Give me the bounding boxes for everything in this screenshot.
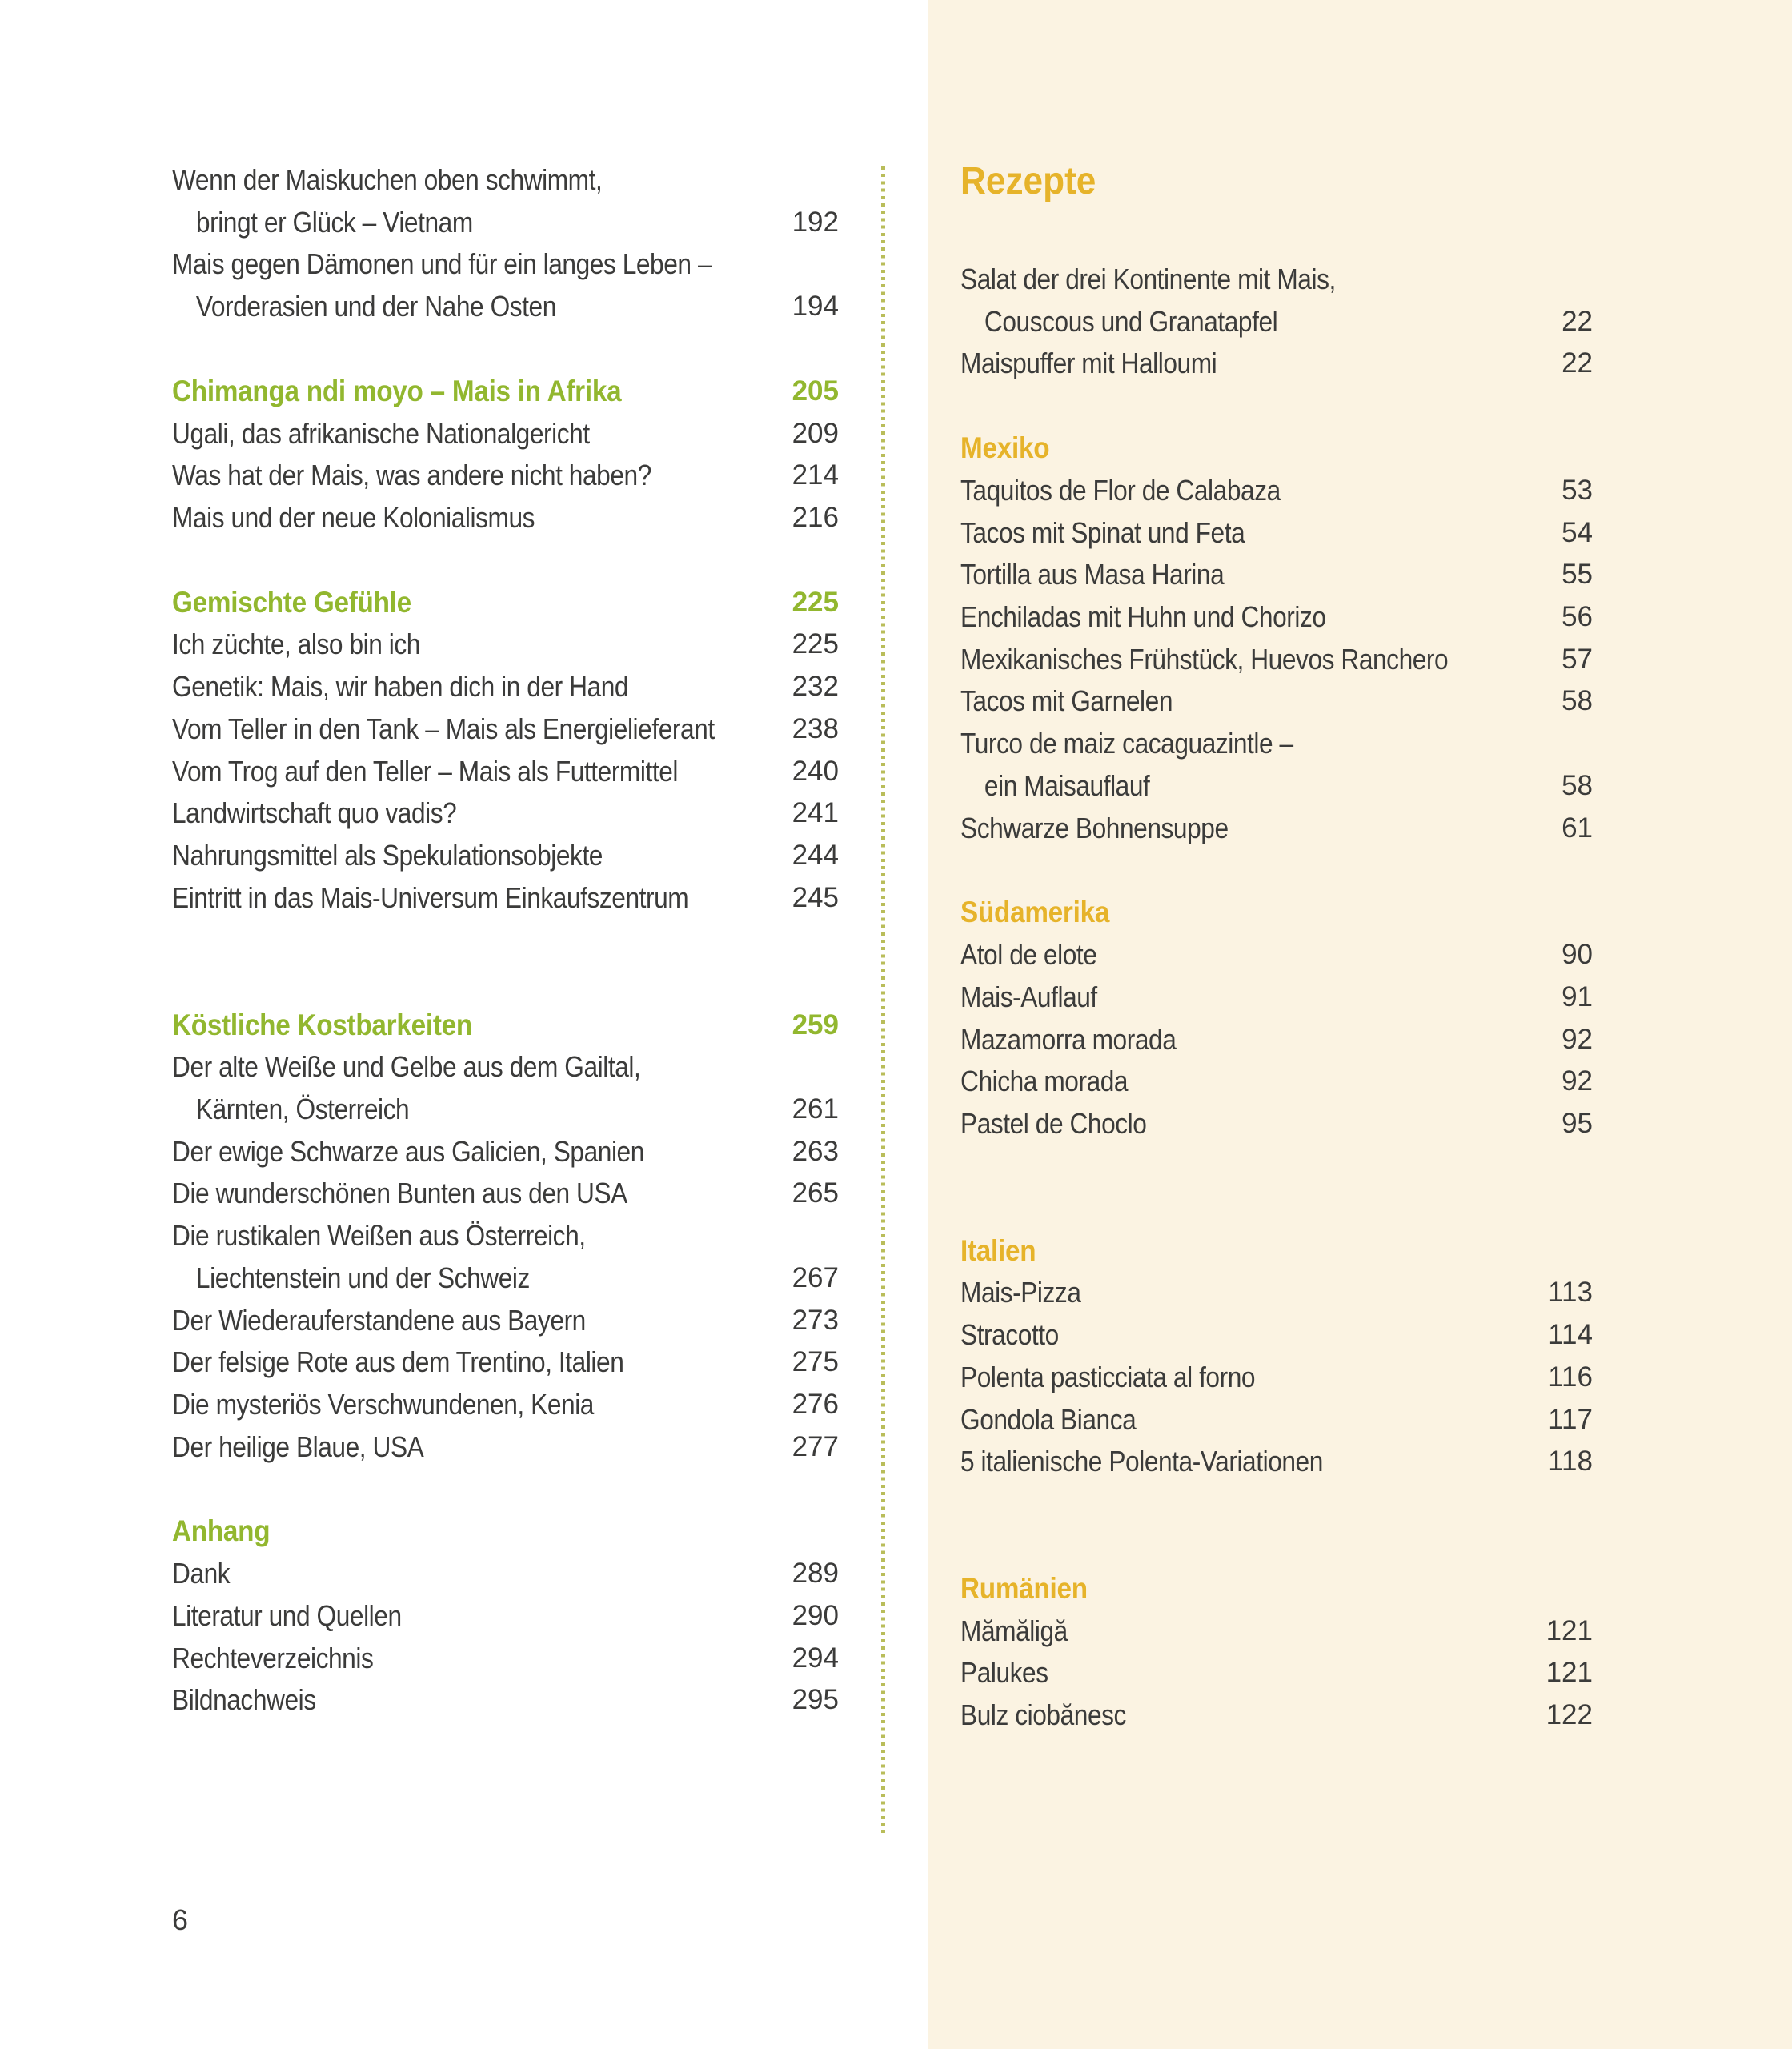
toc-row: [172, 835, 839, 877]
toc-section: [172, 159, 839, 328]
toc-heading-text: Köstliche Kostbarkeiten: [172, 1008, 472, 1041]
toc-entry-title: Mazamorra morada: [960, 1022, 1177, 1056]
toc-row: [172, 666, 839, 708]
toc-entry-title: Tacos mit Garnelen: [960, 684, 1173, 718]
toc-entry-title: Liechtenstein und der Schweiz: [195, 1261, 530, 1294]
toc-page-number: 275: [792, 1346, 839, 1378]
folio-page-number: 6: [172, 1903, 189, 1936]
toc-entry-title: Salat der drei Kontinente mit Mais,: [960, 263, 1336, 295]
toc-row: [172, 455, 839, 497]
toc-page-number: 58: [1561, 685, 1593, 717]
toc-row: [960, 1061, 1593, 1103]
toc-entry-title: 5 italienische Polenta-Variationen: [960, 1445, 1323, 1478]
toc-page-number: 209: [792, 417, 839, 449]
toc-page-number: 277: [792, 1430, 839, 1462]
toc-section-heading: [960, 1568, 1593, 1610]
toc-row: [172, 159, 839, 202]
toc-row: [960, 1357, 1593, 1399]
toc-page-number: 244: [792, 840, 839, 872]
toc-page-number: 58: [1561, 769, 1593, 801]
toc-entry-title: Enchiladas mit Huhn und Chorizo: [960, 600, 1326, 634]
toc-section: [960, 259, 1593, 385]
toc-entry-title: Tortilla aus Masa Harina: [960, 558, 1225, 591]
toc-page-number: 118: [1548, 1446, 1593, 1478]
toc-entry-title: Wenn der Maiskuchen oben schwimmt,: [172, 163, 603, 196]
toc-page-number: 259: [792, 1008, 839, 1041]
toc-row: [960, 512, 1593, 555]
toc-heading-text: Italien: [960, 1233, 1036, 1267]
toc-page-number: 61: [1561, 812, 1593, 844]
toc-entry-title: Literatur und Quellen: [172, 1598, 402, 1632]
contents-column: [172, 159, 839, 1722]
toc-page-number: 121: [1545, 1614, 1593, 1646]
toc-row: [960, 470, 1593, 512]
toc-page-number: 117: [1548, 1403, 1593, 1435]
toc-page-number: 91: [1561, 980, 1593, 1012]
toc-row: [172, 1553, 839, 1595]
toc-page-number: 192: [792, 206, 839, 238]
toc-row: [960, 1103, 1593, 1145]
toc-page-number: 245: [792, 881, 839, 913]
toc-entry-title: Eintritt in das Mais-Universum Einkaufszentrum: [172, 880, 689, 914]
toc-page-number: 294: [792, 1642, 839, 1674]
toc-row: [172, 413, 839, 455]
toc-row: [172, 624, 839, 666]
toc-row: [172, 1089, 839, 1131]
toc-row: [172, 497, 839, 539]
toc-page-number: 241: [792, 797, 839, 829]
toc-section: [960, 892, 1593, 1145]
toc-page-number: 22: [1561, 305, 1593, 337]
toc-entry-title: Vorderasien und der Nahe Osten: [195, 290, 556, 323]
toc-entry-title: Bildnachweis: [172, 1683, 316, 1717]
toc-row: [960, 1399, 1593, 1442]
toc-page-number: 216: [792, 502, 839, 534]
toc-page-number: 53: [1561, 474, 1593, 506]
toc-entry-title: Atol de elote: [960, 938, 1097, 972]
toc-row: [960, 1652, 1593, 1694]
toc-entry-title: Rechteverzeichnis: [172, 1641, 374, 1674]
toc-entry-title: Vom Trog auf den Teller – Mais als Futtermittel: [172, 754, 678, 788]
toc-row: [172, 286, 839, 328]
toc-section-heading: [172, 1004, 839, 1047]
toc-entry-title: Der felsige Rote aus dem Trentino, Italien: [172, 1345, 624, 1379]
toc-row: [960, 1314, 1593, 1357]
toc-entry-title: Landwirtschaft quo vadis?: [172, 796, 457, 830]
toc-row: [172, 1341, 839, 1384]
toc-entry-title: Chicha morada: [960, 1065, 1129, 1098]
toc-entry-title: Genetik: Mais, wir haben dich in der Hand: [172, 670, 629, 704]
toc-section-heading: [960, 892, 1593, 934]
toc-page-number: 121: [1545, 1657, 1593, 1689]
toc-section-heading: [172, 371, 839, 413]
toc-page-number: 295: [792, 1684, 839, 1716]
toc-page-number: 273: [792, 1304, 839, 1336]
toc-row: [960, 301, 1593, 343]
toc-entry-title: Palukes: [960, 1656, 1048, 1690]
toc-section: [960, 1568, 1593, 1737]
toc-row: [960, 680, 1593, 723]
toc-section-heading: [960, 1230, 1593, 1273]
toc-row: [960, 554, 1593, 596]
toc-row: [172, 1300, 839, 1342]
toc-entry-title: Die wunderschönen Bunten aus den USA: [172, 1177, 627, 1210]
toc-page-number: 194: [792, 291, 839, 323]
toc-entry-title: Die mysteriös Verschwundenen, Kenia: [172, 1387, 594, 1421]
toc-page-number: 57: [1561, 643, 1593, 675]
toc-entry-title: Pastel de Choclo: [960, 1106, 1147, 1140]
toc-row: [960, 723, 1593, 765]
toc-page-number: 90: [1561, 939, 1593, 971]
toc-heading-text: Südamerika: [960, 896, 1110, 929]
dotted-divider: [881, 166, 885, 1833]
toc-row: [960, 1272, 1593, 1314]
toc-row: [960, 808, 1593, 850]
toc-row: [172, 1046, 839, 1089]
toc-row: [172, 1595, 839, 1638]
toc-row: [960, 639, 1593, 681]
toc-page-number: 56: [1561, 601, 1593, 633]
recipes-title-text: Rezepte: [960, 160, 1096, 202]
toc-entry-title: Schwarze Bohnensuppe: [960, 811, 1229, 844]
toc-entry-title: Stracotto: [960, 1318, 1059, 1352]
recipes-column: [960, 160, 1593, 1737]
toc-entry-title: Polenta pasticciata al forno: [960, 1360, 1256, 1393]
toc-row: [172, 792, 839, 835]
toc-row: [960, 976, 1593, 1019]
toc-page-number: 265: [792, 1177, 839, 1209]
toc-page-number: 205: [792, 375, 839, 407]
toc-row: [172, 1257, 839, 1300]
recipes-title: [960, 160, 1593, 202]
toc-page-number: 55: [1561, 559, 1593, 591]
toc-row: [172, 708, 839, 751]
toc-row: [960, 343, 1593, 385]
toc-row: [172, 751, 839, 793]
toc-entry-title: Mais gegen Dämonen und für ein langes Leben –: [172, 247, 712, 281]
toc-page-number: 290: [792, 1599, 839, 1631]
toc-section: [172, 1004, 839, 1469]
toc-row: [172, 1426, 839, 1469]
toc-page-number: 240: [792, 755, 839, 787]
toc-page-number: 92: [1561, 1023, 1593, 1055]
toc-row: [960, 1694, 1593, 1737]
toc-row: [960, 259, 1593, 301]
toc-section: [172, 582, 839, 920]
toc-heading-text: Gemischte Gefühle: [172, 585, 411, 619]
toc-heading-text: Anhang: [172, 1514, 271, 1548]
toc-entry-title: Mexikanisches Frühstück, Huevos Ranchero: [960, 642, 1449, 676]
toc-page-number: 22: [1561, 347, 1593, 379]
toc-entry-title: Tacos mit Spinat und Feta: [960, 515, 1245, 549]
toc-heading-text: Mexiko: [960, 431, 1050, 465]
toc-section-heading: [172, 582, 839, 624]
toc-page-number: 122: [1545, 1699, 1593, 1731]
toc-page-number: 92: [1561, 1065, 1593, 1097]
toc-page-number: 238: [792, 712, 839, 744]
toc-page-number: 267: [792, 1261, 839, 1293]
toc-page-number: 225: [792, 628, 839, 660]
toc-entry-title: Der ewige Schwarze aus Galicien, Spanien: [172, 1134, 644, 1168]
toc-entry-title: Gondola Bianca: [960, 1402, 1137, 1436]
toc-entry-title: Mais und der neue Kolonialismus: [172, 501, 535, 535]
toc-section: [960, 427, 1593, 849]
toc-entry-title: Ugali, das afrikanische Nationalgericht: [172, 416, 590, 450]
toc-entry-title: Der heilige Blaue, USA: [172, 1429, 424, 1463]
toc-page-number: 214: [792, 459, 839, 491]
toc-page-number: 114: [1548, 1319, 1593, 1351]
toc-row: [172, 202, 839, 244]
toc-entry-title: bringt er Glück – Vietnam: [195, 205, 473, 239]
toc-entry-title: Taquitos de Flor de Calabaza: [960, 473, 1281, 507]
toc-entry-title: Der alte Weiße und Gelbe aus dem Gailtal,: [172, 1050, 641, 1084]
toc-section-heading: [960, 427, 1593, 470]
toc-row: [960, 934, 1593, 976]
toc-row: [172, 1384, 839, 1426]
toc-section: [172, 371, 839, 539]
toc-page-number: 225: [792, 586, 839, 618]
toc-entry-title: Vom Teller in den Tank – Mais als Energielieferant: [172, 712, 715, 745]
toc-row: [172, 1638, 839, 1680]
toc-entry-title: ein Maisauflauf: [984, 768, 1150, 802]
toc-row: [172, 877, 839, 920]
toc-entry-title: Couscous und Granatapfel: [984, 304, 1278, 338]
toc-entry-title: Bulz ciobănesc: [960, 1698, 1126, 1732]
toc-heading-text: Chimanga ndi moyo – Mais in Afrika: [172, 374, 622, 407]
toc-section: [960, 1230, 1593, 1483]
toc-row: [960, 1610, 1593, 1653]
toc-heading-text: Rumänien: [960, 1571, 1088, 1605]
toc-entry-title: Der Wiederauferstandene aus Bayern: [172, 1303, 586, 1337]
toc-entry-title: Mais-Auflauf: [960, 980, 1097, 1013]
toc-page-number: 116: [1548, 1361, 1593, 1393]
toc-page-number: 54: [1561, 516, 1593, 548]
toc-entry-title: Turco de maiz cacaguazintle –: [960, 727, 1293, 760]
toc-entry-title: Dank: [172, 1557, 231, 1590]
toc-page-number: 289: [792, 1558, 839, 1590]
toc-row: [960, 1019, 1593, 1061]
toc-section: [172, 1510, 839, 1722]
recipes-sections: [960, 259, 1593, 1737]
toc-page-number: 261: [792, 1093, 839, 1125]
toc-page-number: 232: [792, 671, 839, 703]
toc-row: [960, 596, 1593, 639]
toc-entry-title: Mămăligă: [960, 1614, 1068, 1647]
toc-entry-title: Kärnten, Österreich: [195, 1092, 410, 1125]
toc-entry-title: Was hat der Mais, was andere nicht haben?: [172, 459, 651, 492]
toc-row: [172, 1215, 839, 1257]
toc-section-heading: [172, 1510, 839, 1553]
toc-page-number: 276: [792, 1388, 839, 1420]
toc-row: [172, 1173, 839, 1215]
toc-entry-title: Maispuffer mit Halloumi: [960, 347, 1217, 380]
toc-page-number: 95: [1561, 1107, 1593, 1139]
toc-entry-title: Ich züchte, also bin ich: [172, 628, 420, 661]
toc-page-number: 113: [1548, 1277, 1593, 1309]
toc-entry-title: Mais-Pizza: [960, 1276, 1081, 1309]
toc-page-number: 263: [792, 1135, 839, 1167]
toc-row: [172, 1131, 839, 1173]
toc-entry-title: Nahrungsmittel als Spekulationsobjekte: [172, 839, 603, 872]
toc-row: [960, 1441, 1593, 1483]
toc-row: [960, 765, 1593, 808]
toc-row: [172, 243, 839, 286]
toc-row: [172, 1679, 839, 1722]
toc-entry-title: Die rustikalen Weißen aus Österreich,: [172, 1219, 586, 1253]
